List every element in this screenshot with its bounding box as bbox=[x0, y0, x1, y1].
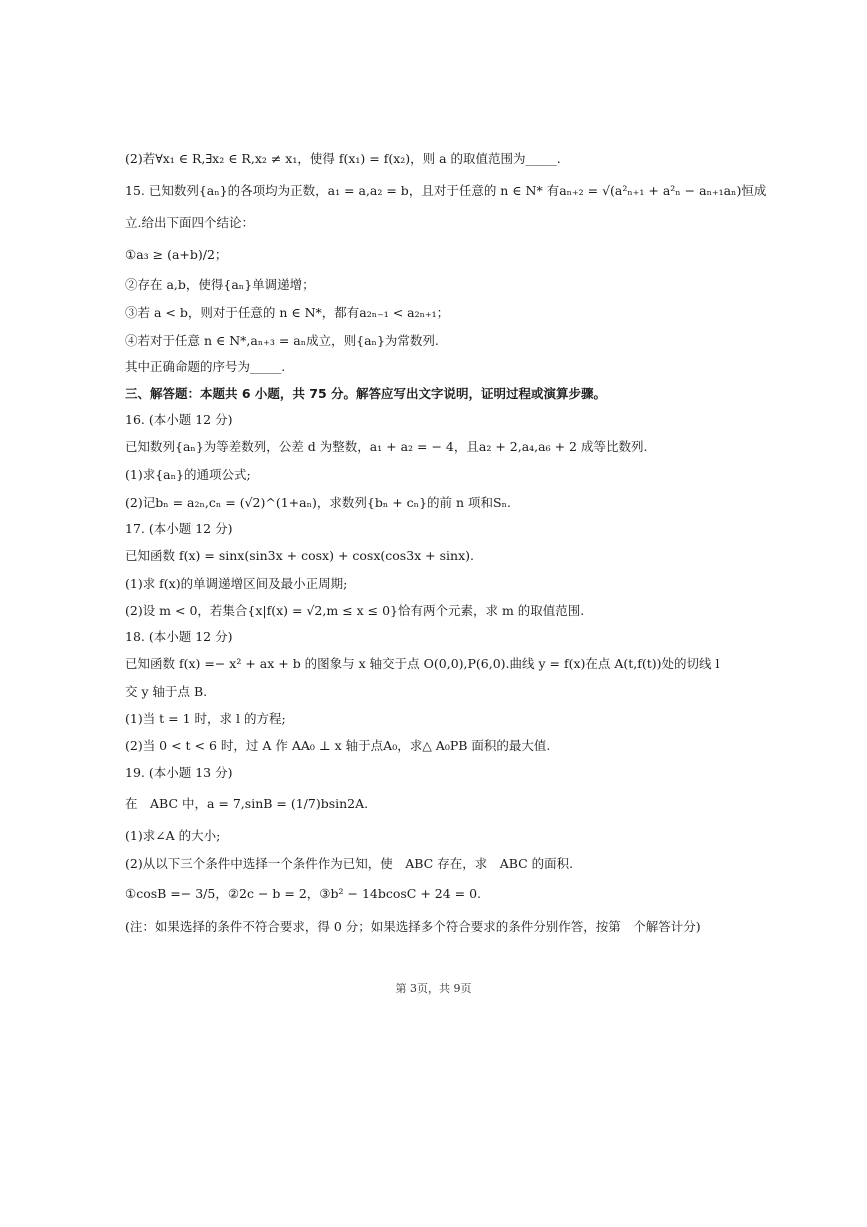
q17-header: 17. (本小题 12 分) bbox=[125, 521, 233, 536]
q16-part1: (1)求{aₙ}的通项公式; bbox=[125, 467, 251, 482]
q15-conclusion-1: ①a₃ ≥ (a+b)/2； bbox=[125, 247, 228, 262]
q15-stem-cont: 立.给出下面四个结论： bbox=[125, 215, 254, 230]
q18-stem: 已知函数 f(x) =− x² + ax + b 的图象与 x 轴交于点 O(0,0),P(6,0).曲线 y = f(x)在点 A(t,f(t))处的切线 l bbox=[125, 656, 720, 671]
q18-header: 18. (本小题 12 分) bbox=[125, 629, 233, 644]
q17-part1: (1)求 f(x)的单调递增区间及最小正周期; bbox=[125, 576, 348, 591]
q15-conclusion-2: ②存在 a,b，使得{aₙ}单调递增； bbox=[125, 277, 315, 292]
q19-stem: 在 ABC 中，a = 7,sinB = (1/7)bsin2A. bbox=[125, 796, 369, 811]
page-number: 第 3页，共 9页 bbox=[395, 982, 472, 995]
q19-part1: (1)求∠A 的大小; bbox=[125, 828, 221, 843]
q16-header: 16. (本小题 12 分) bbox=[125, 412, 233, 427]
q18-part1: (1)当 t = 1 时，求 l 的方程; bbox=[125, 711, 286, 726]
q15-conclusion-3: ③若 a < b，则对于任意的 n ∈ N*，都有a₂ₙ₋₁ < a₂ₙ₊₁； bbox=[125, 305, 450, 320]
q19-header: 19. (本小题 13 分) bbox=[125, 765, 233, 780]
q19-note: (注：如果选择的条件不符合要求，得 0 分；如果选择多个符合要求的条件分别作答，按第 个解答计分) bbox=[125, 919, 701, 934]
section-heading: 三、解答题：本题共 6 小题，共 75 分。解答应写出文字说明，证明过程或演算步骤。 bbox=[125, 386, 607, 401]
q19-conditions: ①cosB =− 3/5，②2c − b = 2，③b² − 14bcosC + 24 = 0. bbox=[125, 886, 482, 901]
q15-conclusion-4: ④若对于任意 n ∈ N*,aₙ₊₃ = aₙ成立，则{aₙ}为常数列. bbox=[125, 333, 439, 348]
q14-part2: (2)若∀x₁ ∈ R,∃x₂ ∈ R,x₂ ≠ x₁，使得 f(x₁) = f(x₂)，则 a 的取值范围为_____. bbox=[125, 151, 561, 166]
q17-part2: (2)设 m < 0，若集合{x|f(x) = √2,m ≤ x ≤ 0}恰有两个元素，求 m 的取值范围. bbox=[125, 603, 585, 618]
q18-stem-cont: 交 y 轴于点 B. bbox=[125, 684, 208, 699]
q15-stem: 15. 已知数列{aₙ}的各项均为正数，a₁ = a,a₂ = b，且对于任意的 n ∈ N* 有aₙ₊₂ = √(a²ₙ₊₁ + a²ₙ − aₙ₊₁aₙ)恒成 bbox=[125, 183, 767, 198]
q17-stem: 已知函数 f(x) = sinx(sin3x + cosx) + cosx(cos3x + sinx). bbox=[125, 548, 474, 563]
q15-answer-prompt: 其中正确命题的序号为_____. bbox=[125, 359, 286, 374]
q18-part2: (2)当 0 < t < 6 时，过 A 作 AA₀ ⊥ x 轴于点A₀，求△ A₀PB 面积的最大值. bbox=[125, 738, 551, 753]
q16-stem: 已知数列{aₙ}为等差数列，公差 d 为整数，a₁ + a₂ = − 4，且a₂ + 2,a₄,a₆ + 2 成等比数列. bbox=[125, 439, 648, 454]
q19-part2: (2)从以下三个条件中选择一个条件作为已知，使 ABC 存在，求 ABC 的面积. bbox=[125, 856, 574, 871]
q16-part2: (2)记bₙ = a₂ₙ,cₙ = (√2)^(1+aₙ)，求数列{bₙ + cₙ}的前 n 项和Sₙ. bbox=[125, 495, 511, 510]
